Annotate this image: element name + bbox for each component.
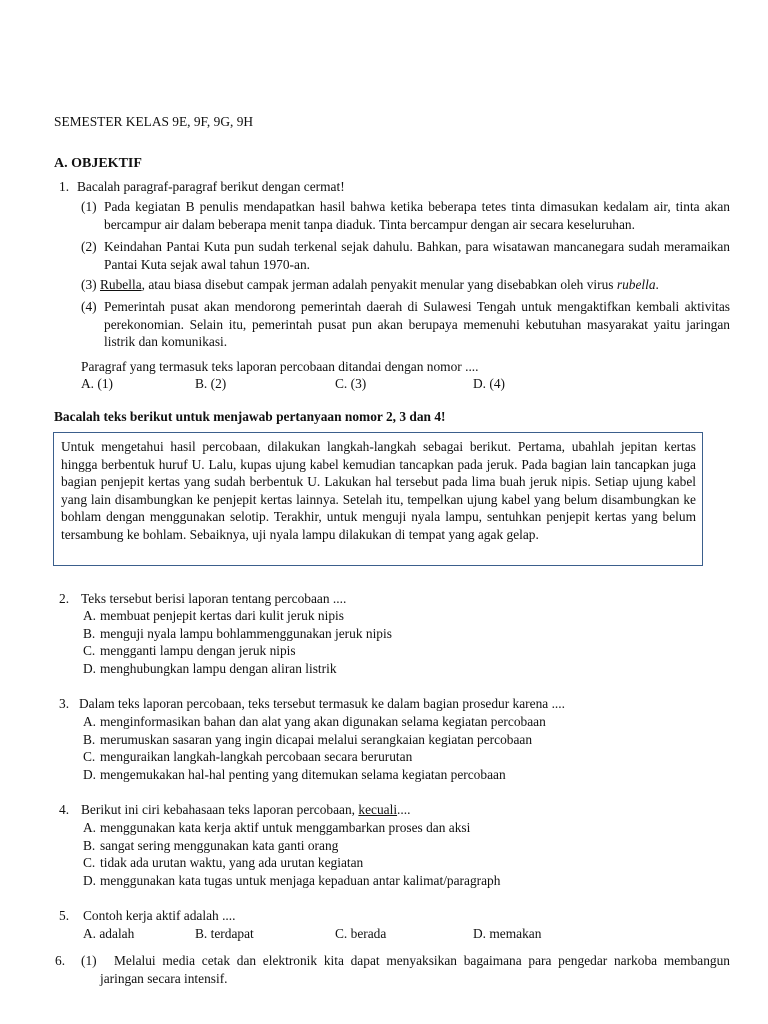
option-letter: B.	[83, 731, 96, 747]
question-6-text: Melalui media cetak dan elektronik kita dapat menyaksikan bagaimana para pengedar narkoba membangun jaringan secara intensif.	[100, 953, 730, 986]
option-text: sangat sering menggunakan kata ganti orang	[100, 837, 339, 853]
paragraph-2-text: Keindahan Pantai Kuta pun sudah terkenal sejak dahulu. Bahkan, para wisatawan mancanegara sudah meramaikan Pantai Kuta sejak awal tahun 1970-an.	[104, 239, 730, 272]
paragraph-3-term: Rubella	[99, 277, 142, 292]
option-text: tidak ada urutan waktu, yang ada urutan kegiatan	[100, 855, 364, 870]
instruction: Bacalah teks berikut untuk menjawab pertanyaan nomor 2, 3 dan 4!	[54, 409, 446, 424]
option-letter: D.	[83, 766, 97, 782]
paragraph-3-term-italic: rubella	[616, 277, 656, 292]
option-d[interactable]: D. memakan	[473, 926, 542, 941]
option-text: menggunakan kata kerja aktif untuk menggambarkan proses dan aksi	[100, 820, 471, 835]
question-5-number: 5.	[59, 908, 70, 923]
option-letter: A.	[83, 714, 97, 729]
option-letter: C.	[83, 643, 96, 658]
question-4-stem	[81, 801, 410, 819]
option-c[interactable]: C. (3)	[335, 376, 367, 391]
option-letter: B.	[83, 625, 96, 641]
paragraph-1-text: Pada kegiatan B penulis mendapatkan hasil bahwa ketika beberapa tetes tinta dimasukan kedalam air, tinta akan bercampur air dalam beberapa menit tanpa diaduk. Tinta bercampur dengan air secara keseluruhan.	[104, 199, 730, 232]
question-5-options	[83, 925, 723, 943]
question-1-options	[81, 375, 721, 393]
option-d[interactable]	[83, 766, 546, 784]
option-b[interactable]	[83, 625, 392, 643]
option-letter: D.	[83, 872, 97, 888]
option-text: mengemukakan hal-hal penting yang ditemukan selama kegiatan percobaan	[100, 766, 506, 782]
option-text: menguraikan langkah-langkah percobaan secara berurutan	[100, 749, 413, 764]
option-text: merumuskan sasaran yang ingin dicapai melalui serangkaian kegiatan percobaan	[100, 731, 533, 747]
option-letter: B.	[83, 837, 96, 853]
paragraph-3-text: , atau biasa disebut campak jerman adalah penyakit menular yang disebabkan oleh virus	[141, 277, 617, 292]
option-text: menghubungkan lampu dengan aliran listrik	[100, 660, 337, 676]
reading-passage: Untuk mengetahui hasil percobaan, dilakukan langkah-langkah sebagai berikut. Pertama, ubahlah jepitan kertas hingga berbentuk huruf U. Lalu, kupas ujung kabel kemudian tancapkan pada jeruk. Pada bagian lain tancapkan juga bagian penjepit kertas yang sudah berbentuk U. Lakukan hal tersebut pada lima buah jeruk nipis. Setiap ujung kabel yang lain disambungkan ke penjepit kertas lainnya. Setelah itu, tempelkan ujung kabel yang belum disambungkan ke bohlam dengan menggunakan selotip. Terakhir, untuk menguji nyala lampu, sentuhkan penjepit kertas yang belum tersambung ke bohlam. Sebaiknya, uji nyala lampu dilakukan di tempat yang agak gelap.	[53, 432, 703, 566]
option-text: menggunakan kata tugas untuk menjaga kepaduan antar kalimat/paragraph	[100, 872, 501, 888]
option-a[interactable]: A. (1)	[81, 376, 113, 391]
question-2-options	[83, 607, 392, 677]
paragraph-1-label: (1)	[81, 199, 97, 214]
question-1-stem: Bacalah paragraf-paragraf berikut dengan cermat!	[77, 179, 345, 194]
option-b[interactable]: B. (2)	[195, 376, 227, 391]
option-d[interactable]: D. (4)	[473, 376, 505, 391]
option-letter: C.	[83, 749, 96, 764]
option-c[interactable]	[83, 642, 392, 660]
option-text: menguji nyala lampu bohlammenggunakan jeruk nipis	[100, 625, 392, 641]
option-c[interactable]	[83, 748, 546, 766]
question-4-options	[83, 819, 500, 889]
question-6-number: 6.	[55, 953, 66, 968]
paragraph-4-text: Pemerintah pusat akan mendorong pemerintah daerah di Sulawesi Tengah untuk mengaktifkan kembali aktivitas perekonomian. Selain itu, pemerintah pusat pun akan berupaya memenuhi kebutuhan masyarakat yaitu jaringan listrik dan komunikasi.	[104, 299, 730, 349]
question-4-stem-text: Berikut ini ciri kebahasaan teks laporan percobaan,	[81, 802, 359, 817]
option-text: membuat penjepit kertas dari kulit jeruk nipis	[100, 608, 344, 623]
paragraph-3-end: .	[655, 277, 659, 292]
question-2-number: 2.	[59, 591, 70, 606]
option-d[interactable]	[83, 660, 392, 678]
option-c[interactable]	[83, 854, 500, 872]
option-a[interactable]	[83, 713, 546, 731]
question-4-number: 4.	[59, 802, 70, 817]
option-a[interactable]: A. adalah	[83, 926, 135, 941]
paragraph-4-label: (4)	[81, 299, 97, 314]
option-letter: C.	[83, 855, 96, 870]
exam-header: SEMESTER KELAS 9E, 9F, 9G, 9H	[54, 114, 254, 129]
question-5-stem: Contoh kerja aktif adalah ....	[83, 908, 236, 923]
question-6-label: (1)	[81, 953, 97, 968]
question-1-number: 1.	[59, 179, 70, 194]
option-b[interactable]: B. terdapat	[195, 926, 254, 941]
option-c[interactable]: C. berada	[335, 926, 387, 941]
paragraph-2-label: (2)	[81, 239, 97, 254]
paragraph-3	[81, 276, 659, 294]
question-1-prompt: Paragraf yang termasuk teks laporan percobaan ditandai dengan nomor ....	[81, 359, 479, 374]
option-a[interactable]	[83, 607, 392, 625]
question-4-keyword: kecuali	[358, 802, 398, 817]
paragraph-3-label: (3)	[81, 277, 97, 292]
option-d[interactable]	[83, 872, 500, 890]
question-3-number: 3.	[59, 696, 70, 711]
question-3-options	[83, 713, 546, 783]
section-title: A. OBJEKTIF	[54, 156, 142, 171]
question-2-stem: Teks tersebut berisi laporan tentang percobaan ....	[81, 591, 347, 606]
question-4-stem-end: ....	[397, 802, 411, 817]
option-b[interactable]	[83, 731, 546, 749]
option-letter: D.	[83, 660, 97, 676]
option-text: menginformasikan bahan dan alat yang akan digunakan selama kegiatan percobaan	[100, 714, 546, 729]
option-letter: A.	[83, 820, 97, 835]
option-text: mengganti lampu dengan jeruk nipis	[100, 643, 296, 658]
question-3-stem: Dalam teks laporan percobaan, teks tersebut termasuk ke dalam bagian prosedur karena ....	[79, 696, 565, 711]
option-letter: A.	[83, 608, 97, 623]
option-a[interactable]	[83, 819, 500, 837]
option-b[interactable]	[83, 837, 500, 855]
